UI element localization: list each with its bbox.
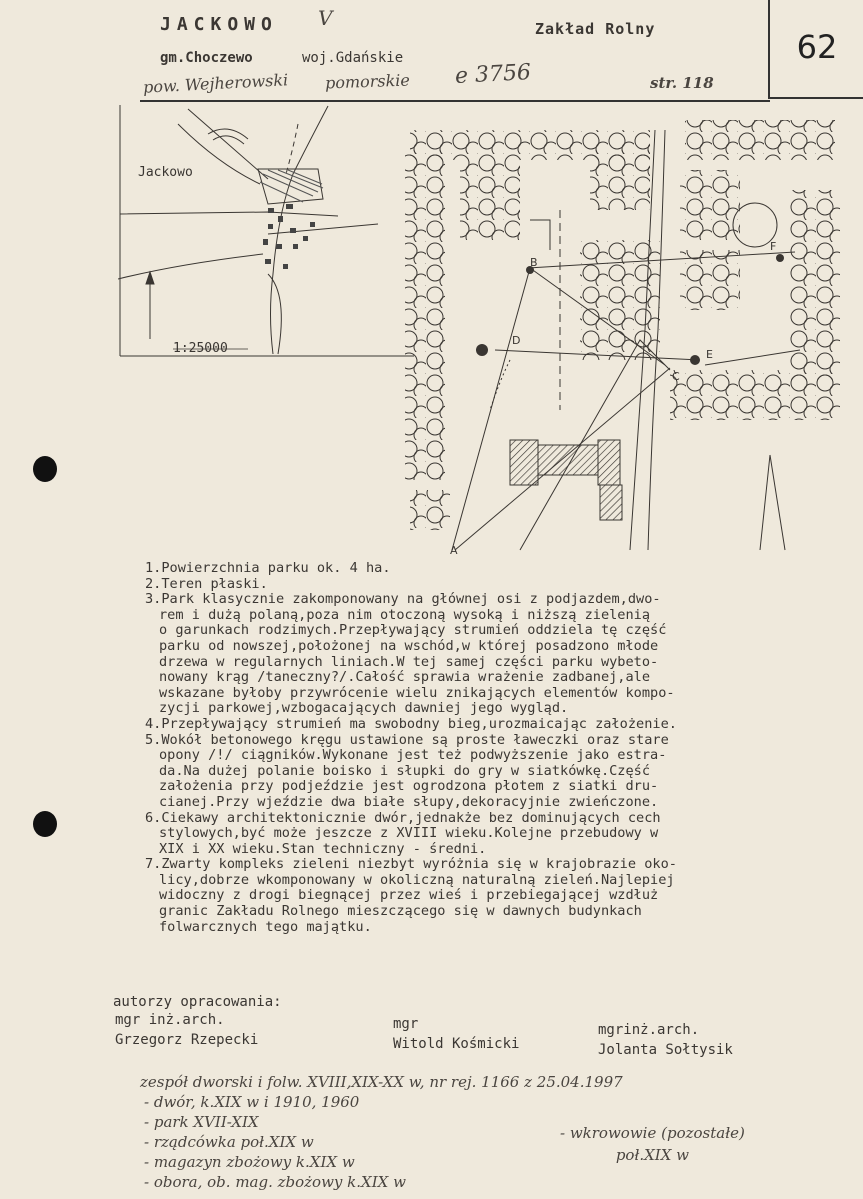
handwritten-note-line: zespół dworski i folw. XVIII,XIX-XX w, nr rej. 1166 z 25.04.1997 (140, 1073, 623, 1091)
voivodeship-label: woj.Gdańskie (302, 50, 404, 66)
plan-point-e: E (706, 348, 713, 361)
plan-point-d: D (512, 334, 521, 347)
commune-label: gm.Choczewo (160, 50, 253, 66)
handwritten-note-right (560, 1122, 745, 1166)
checkmark-annotation: V (318, 6, 333, 30)
description-line: nowany krąg /taneczny?/.Całość sprawia wrażenie zadbanej,ale (159, 669, 651, 686)
description-line: XIX i XX wieku.Stan techniczny - średni. (159, 840, 487, 857)
page-reference: str. 118 (650, 74, 714, 92)
description-line: o garunkach rodzimych.Przepływający strumień oddziela tę część (159, 622, 667, 639)
punch-hole-bottom (33, 811, 57, 837)
description-line: opony /!/ ciągników.Wykonane jest też podwyższenie jako estra- (159, 747, 667, 764)
location-map (118, 104, 418, 359)
park-plan-sketch (400, 110, 845, 560)
description-line: 4.Przepływający strumień ma swobodny bieg,urozmaicając założenie. (145, 715, 677, 732)
description-line: rem i dużą polaną,poza nim otoczoną wysoką i niższą zielenią (159, 606, 651, 623)
description-line: wskazane byłoby przywrócenie wielu znikających elementów kompo- (159, 684, 675, 701)
description-line: 7.Zwarty kompleks zieleni niezbyt wyróżnia się w krajobrazie oko- (145, 856, 677, 873)
punch-hole-top (33, 456, 57, 482)
description-line: założenia przy podjeździe jest ogrodzona płotem z siatki dru- (159, 778, 659, 795)
page-number: 62 (796, 28, 838, 66)
description-line: cianej.Przy wjeździe dwa białe słupy,dekoracyjnie zwieńczone. (159, 793, 659, 810)
author-1-title: mgr inż.arch. (115, 1012, 225, 1028)
author-2-title: mgr (393, 1016, 419, 1032)
description-line: parku od nowszej,położonej na wschód,w której posadzono młode (159, 637, 659, 654)
description-line: drzewa w regularnych liniach.W tej samej części parku wybeto- (159, 653, 659, 670)
description-line: 5.Wokół betonowego kręgu ustawione są proste ławeczki oraz stare (145, 731, 669, 748)
author-3-title: mgrinż.arch. (598, 1022, 700, 1038)
region-handwritten: pomorskie (324, 70, 411, 93)
document-title: JACKOWO (160, 14, 278, 35)
handwritten-note-line: - magazyn zbożowy k.XIX w (144, 1153, 355, 1171)
description-line: 6.Ciekawy architektonicznie dwór,jednakże bez dominujących cech (145, 809, 661, 826)
description-line: da.Na dużej polanie boisko i słupki do gry w siatkówkę.Część (159, 762, 651, 779)
handwritten-note-line: - dwór, k.XIX w i 1910, 1960 (144, 1093, 360, 1111)
description-line: stylowych,być może jeszcze z XVIII wieku.Kolejne przebudowy w (159, 825, 659, 842)
handwritten-note-right-line: poł.XIX w (615, 1146, 689, 1164)
description-line: licy,dobrze wkomponowany w okoliczną naturalną zieleń.Najlepiej (159, 871, 675, 888)
description-list (145, 561, 845, 935)
author-2-name: Witold Kośmicki (393, 1036, 520, 1052)
plan-point-f: F (770, 240, 777, 253)
reference-handwritten: e 3756 (454, 60, 532, 89)
plan-point-c: C (672, 370, 680, 383)
institution-label: Zakład Rolny (535, 20, 656, 38)
description-line: 2.Teren płaski. (145, 575, 268, 592)
plan-point-a: A (450, 544, 458, 557)
handwritten-note-right-line: - wkrowowie (pozostałe) (560, 1124, 745, 1142)
description-line: widoczny z drogi biegnącej przez wieś i przebiegającej wzdłuż (159, 887, 659, 904)
header-rule (140, 100, 770, 102)
map-place-label: Jackowo (138, 165, 193, 180)
handwritten-note-line: - rządcówka poł.XIX w (144, 1133, 314, 1151)
description-line: folwarcznych tego majątku. (159, 918, 372, 935)
county-handwritten: pow. Wejherowski (142, 70, 289, 97)
description-line: granic Zakładu Rolnego mieszczącego się w dawnych budynkach (159, 903, 642, 920)
page-number-box (768, 0, 863, 99)
handwritten-notes (140, 1072, 623, 1192)
authors-heading: autorzy opracowania: (113, 994, 282, 1010)
handwritten-note-line: - obora, ob. mag. zbożowy k.XIX w (144, 1173, 406, 1191)
author-3-name: Jolanta Sołtysik (598, 1042, 733, 1058)
description-line: 1.Powierzchnia parku ok. 4 ha. (145, 560, 391, 576)
plan-point-b: B (530, 256, 538, 269)
author-1-name: Grzegorz Rzepecki (115, 1032, 259, 1048)
handwritten-note-line: - park XVII-XIX (144, 1113, 259, 1131)
map-scale: 1:25000 (173, 341, 228, 356)
description-line: zycji parkowej,wzbogacających dawniej jego wygląd. (159, 700, 569, 717)
description-line: 3.Park klasycznie zakomponowany na głównej osi z podjazdem,dwo- (145, 591, 661, 608)
